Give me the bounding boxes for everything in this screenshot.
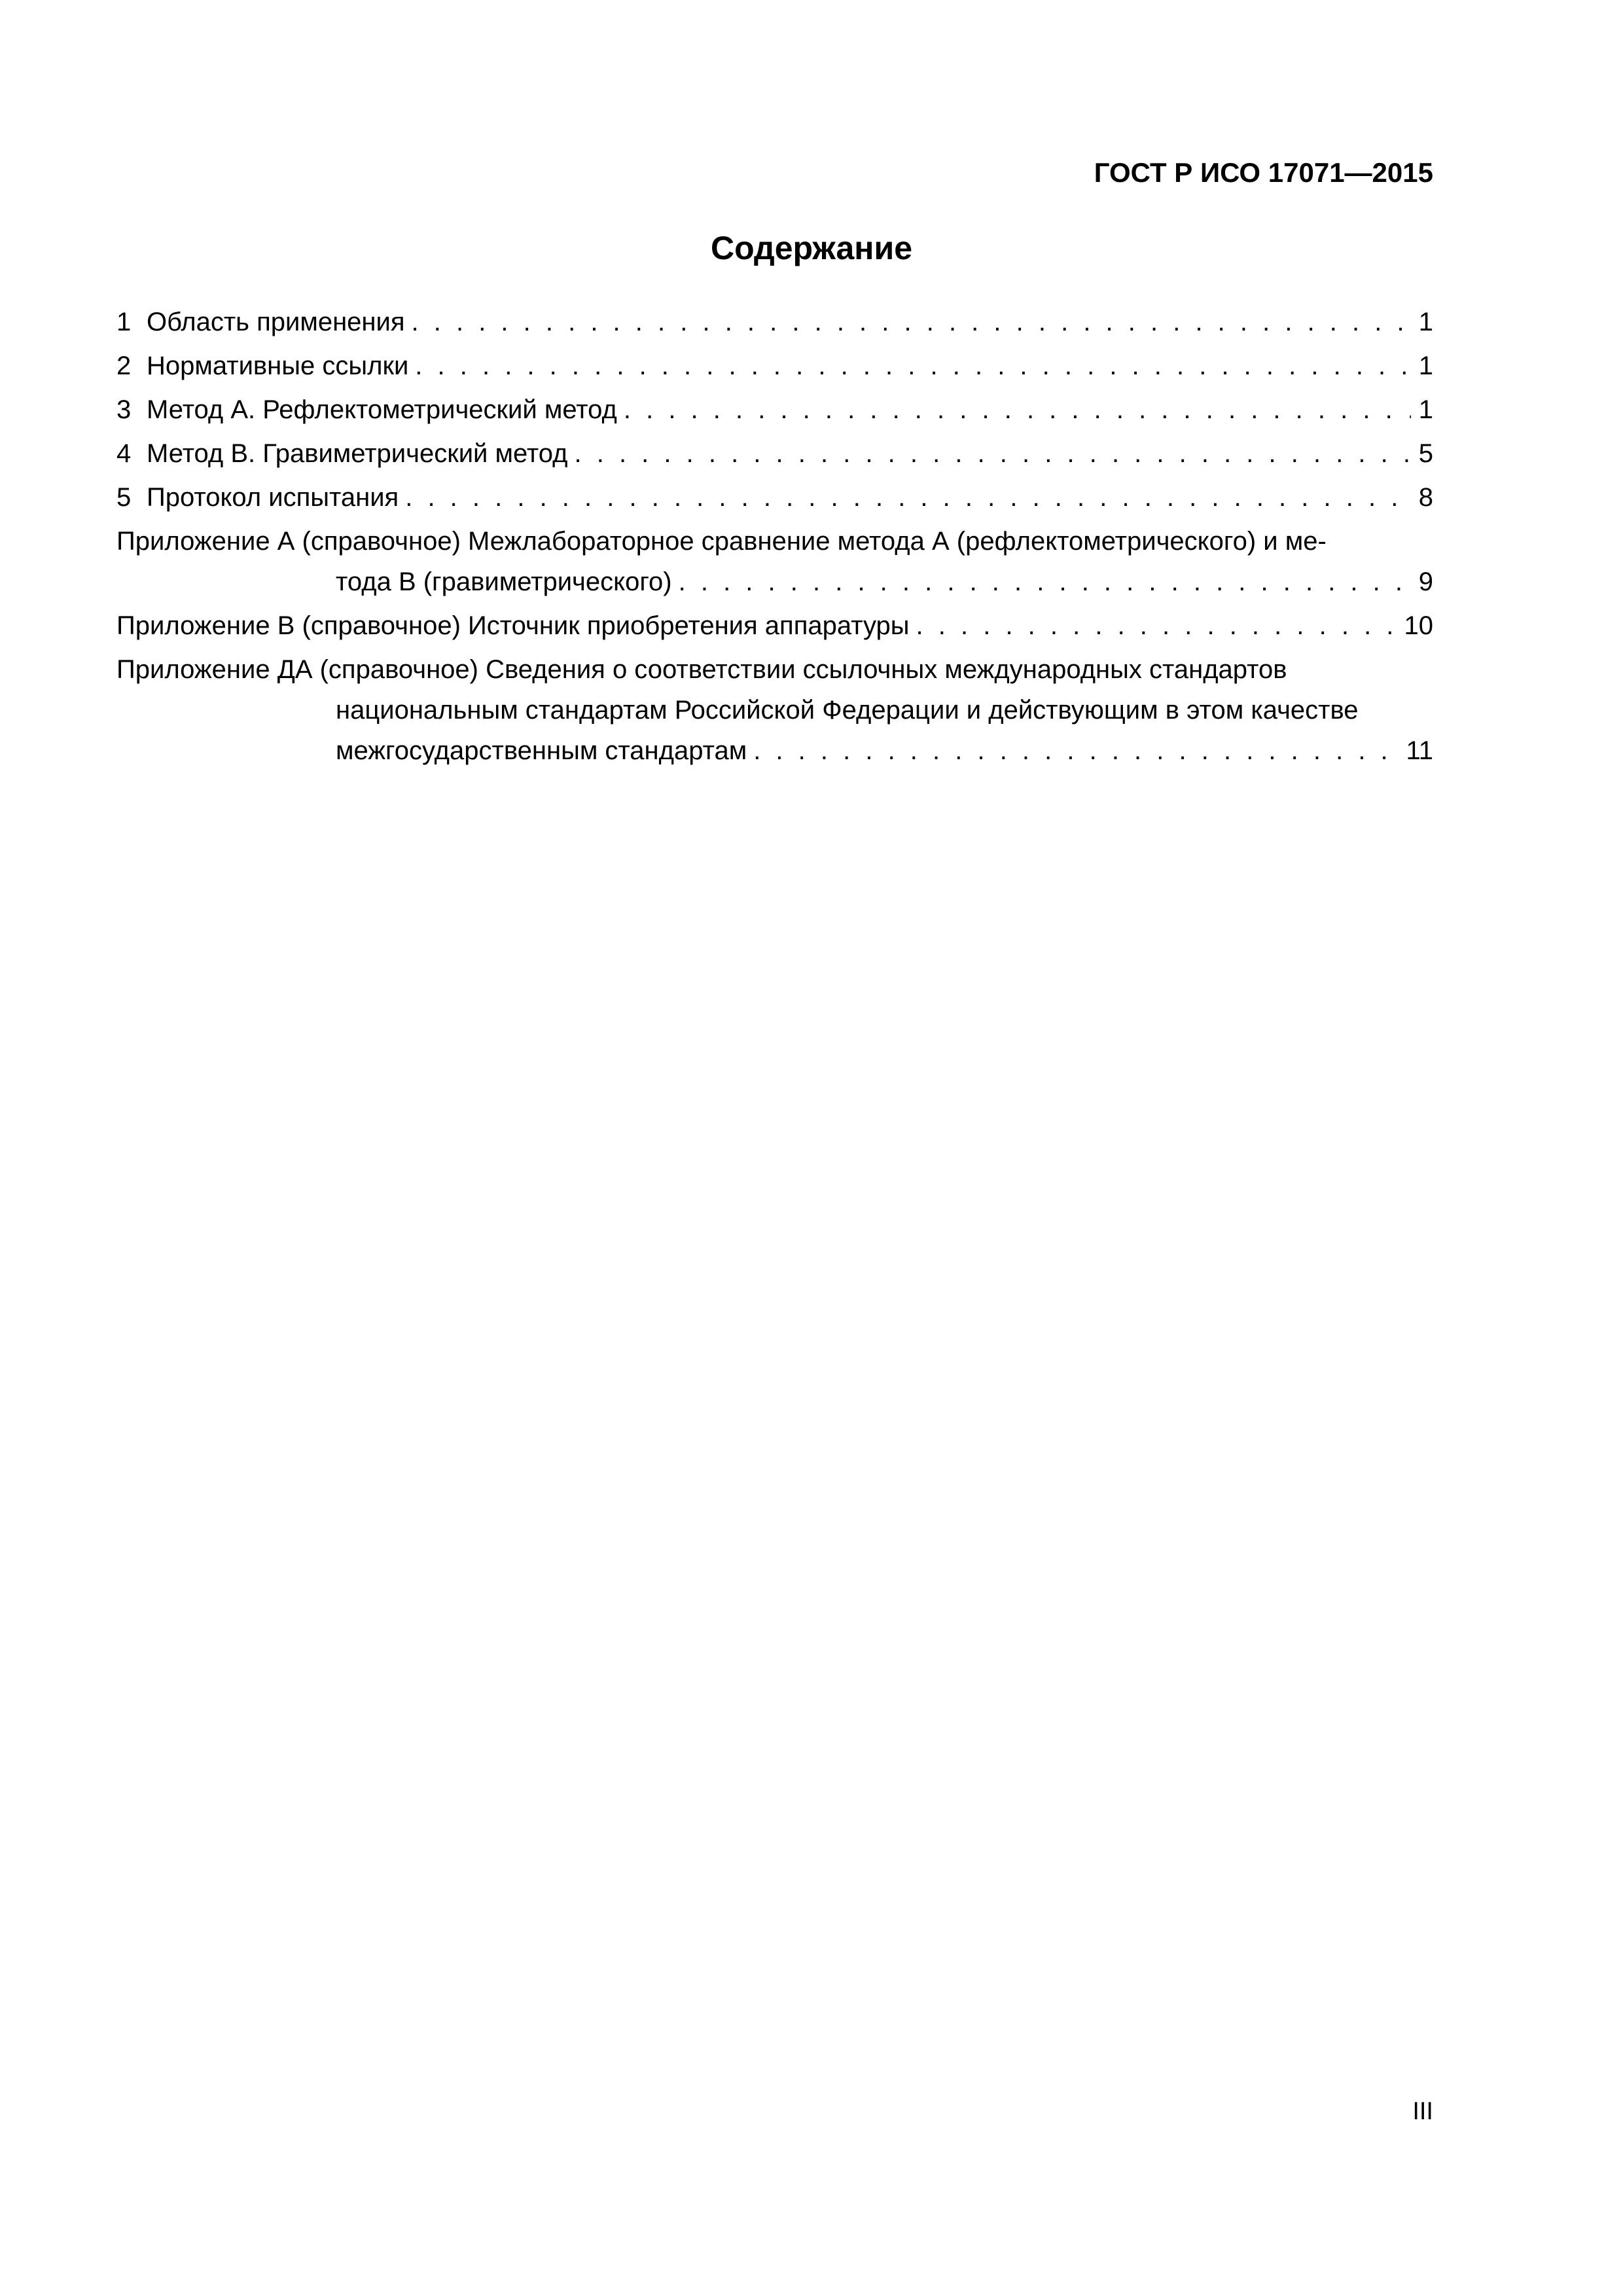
dot-leader xyxy=(753,736,1399,766)
dot-leader xyxy=(575,439,1412,469)
toc-appendix-a-line1: Приложение А (справочное) Межлабораторное сравнение метода А (рефлектометрического) и ме- xyxy=(116,527,1327,556)
toc-entry-number: 1 xyxy=(116,308,132,336)
toc-appendix-da-line2: национальным стандартам Российской Федерации и действующим в этом качестве xyxy=(336,696,1359,725)
toc-entry-page: 10 xyxy=(1404,611,1433,640)
toc-entry-title: Метод А. Рефлектометрический метод xyxy=(147,395,617,424)
toc-entry-number: 5 xyxy=(116,483,132,512)
toc-entry-page: 1 xyxy=(1418,351,1433,380)
toc-entry-number: 3 xyxy=(116,395,132,424)
dot-leader xyxy=(916,611,1398,641)
toc-entry-page: 11 xyxy=(1406,736,1433,765)
toc-title: Содержание xyxy=(710,230,913,266)
toc-entry-4[interactable] xyxy=(116,439,1433,483)
dot-leader xyxy=(624,395,1411,425)
toc-entry-page: 1 xyxy=(1418,308,1433,336)
toc-entry-title: Протокол испытания xyxy=(147,483,399,512)
toc-entry-5[interactable] xyxy=(116,483,1433,527)
toc-entry-1[interactable] xyxy=(116,308,1433,351)
document-code: ГОСТ Р ИСО 17071—2015 xyxy=(1094,157,1433,188)
toc-entry-title: Нормативные ссылки xyxy=(147,351,409,380)
toc-appendix-b-line1: Приложение В (справочное) Источник приобретения аппаратуры xyxy=(116,611,910,640)
toc-appendix-a-line2: тода В (гравиметрического) xyxy=(336,567,672,596)
toc-entry-page: 5 xyxy=(1418,439,1433,468)
dot-leader xyxy=(415,351,1411,381)
toc-entry-title: Метод В. Гравиметрический метод xyxy=(147,439,568,468)
toc-appendix-da-line1: Приложение ДА (справочное) Сведения о соответствии ссылочных международных стандартов xyxy=(116,655,1287,684)
dot-leader xyxy=(412,308,1411,337)
toc-entry-page: 8 xyxy=(1418,483,1433,512)
toc-entry-number: 4 xyxy=(116,439,132,468)
toc-entry-3[interactable] xyxy=(116,395,1433,439)
table-of-contents xyxy=(116,308,1433,780)
toc-appendix-b[interactable] xyxy=(116,611,1433,655)
toc-entry-2[interactable] xyxy=(116,351,1433,395)
toc-entry-title: Область применения xyxy=(147,308,405,336)
toc-appendix-da-line3: межгосударственным стандартам xyxy=(336,736,747,765)
toc-appendix-a[interactable] xyxy=(116,527,1433,611)
toc-appendix-da[interactable] xyxy=(116,655,1433,780)
dot-leader xyxy=(405,483,1411,512)
toc-entry-number: 2 xyxy=(116,351,132,380)
toc-entry-page: 9 xyxy=(1418,567,1433,596)
toc-entry-page: 1 xyxy=(1418,395,1433,424)
page-number: III xyxy=(1412,2098,1433,2125)
dot-leader xyxy=(679,567,1411,597)
